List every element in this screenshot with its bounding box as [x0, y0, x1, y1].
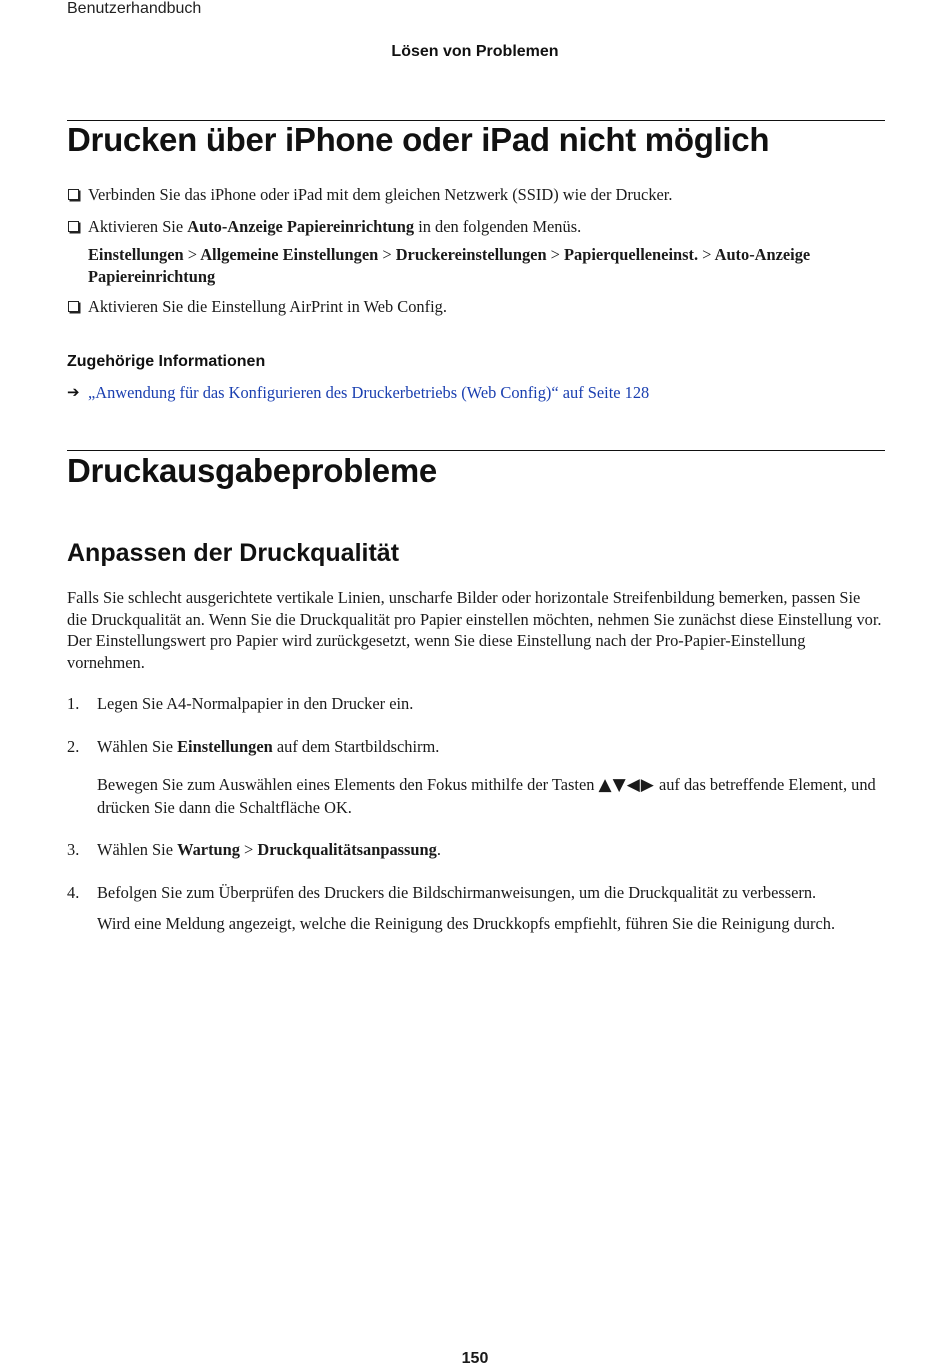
related-link-text[interactable]: „Anwendung für das Konfigurieren des Druckerbetriebs (Web Config)“ auf Seite 128 [88, 383, 650, 402]
section-title-iphone-printing: Drucken über iPhone oder iPad nicht möglich [67, 121, 770, 158]
step-text: Befolgen Sie zum Überprüfen des Druckers die Bildschirmanweisungen, um die Druckqualität zu verbessern. [97, 883, 817, 902]
checkbox-bullet-icon [68, 221, 79, 232]
step-note: Bewegen Sie zum Auswählen eines Elements den Fokus mithilfe der Tasten ▲▼◀▶ auf das betreffende Element, und drücken Sie dann die Schaltfläche OK. [97, 775, 876, 817]
checkbox-bullet-icon [68, 189, 79, 200]
step-text: Wählen Sie Wartung > Druckqualitätsanpassung. [97, 840, 441, 859]
section-title-print-output: Druckausgabeprobleme [67, 452, 437, 489]
menu-path: Einstellungen > Allgemeine Einstellungen > Druckereinstellungen > Papierquelleneinst. > Auto-Anzeige Papiereinrichtung [88, 245, 811, 286]
section-divider [67, 450, 885, 451]
list-item-text: Aktivieren Sie Auto-Anzeige Papiereinrichtung in den folgenden Menüs. [88, 217, 582, 236]
step-text: Legen Sie A4-Normalpapier in den Drucker ein. [97, 694, 414, 713]
subsection-title-print-quality: Anpassen der Druckqualität [67, 539, 400, 567]
document-title: Benutzerhandbuch [67, 0, 202, 17]
section-header: Lösen von Problemen [391, 43, 559, 60]
step-number: 2. [67, 737, 80, 756]
related-info-heading: Zugehörige Informationen [67, 353, 266, 370]
arrow-right-icon: ➔ [67, 383, 80, 401]
step-note: Wird eine Meldung angezeigt, welche die Reinigung des Druckkopfs empfiehlt, führen Sie die Reinigung durch. [97, 914, 836, 933]
checkbox-bullet-icon [68, 301, 79, 312]
page-number: 150 [461, 1350, 489, 1367]
step-number: 3. [67, 840, 80, 859]
list-item-text: Verbinden Sie das iPhone oder iPad mit dem gleichen Netzwerk (SSID) wie der Drucker. [88, 185, 673, 204]
step-number: 4. [67, 883, 80, 902]
list-item-text: Aktivieren Sie die Einstellung AirPrint in Web Config. [88, 297, 447, 316]
step-text: Wählen Sie Einstellungen auf dem Startbildschirm. [97, 737, 440, 756]
arrow-keys-icon: ▲▼◀▶ [598, 775, 655, 795]
intro-paragraph: Falls Sie schlecht ausgerichtete vertikale Linien, unscharfe Bilder oder horizontale Streifenbildung bemerken, passen Sie die Druckqualität an. Wenn Sie die Druckqualität pro Papier einstellen möchten, nehmen Sie zunächst diese Einstellung vor. Der Einstellungswert pro Papier wird zurückgesetzt, wenn Sie diese Einstellung nach der Pro-Papier-Einstellung vornehmen. [67, 588, 882, 672]
menu-item-name: Auto-Anzeige Papiereinrichtung [187, 217, 415, 236]
step-number: 1. [67, 694, 80, 713]
